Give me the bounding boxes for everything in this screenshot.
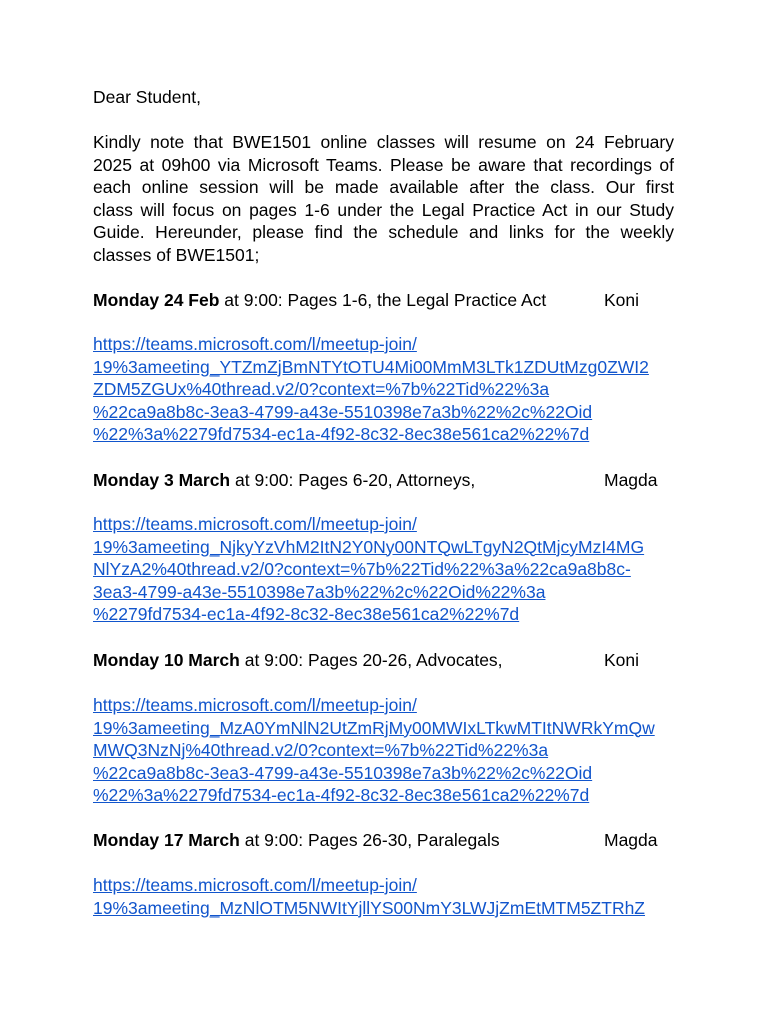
intro-line: Guide. Hereunder, please find the schedule and links for the weekly [93,222,674,242]
teams-link-line[interactable]: 3ea3-4799-a43e-5510398e7a3b%22%2c%22Oid%22%3a [93,581,546,602]
session-details: at 9:00: Pages 1-6, the Legal Practice Act [219,290,547,310]
teams-link-line[interactable]: 19%3ameeting_MzNlOTM5NWItYjllYS00NmY3LWJjZmEtMTM5ZTRhZ [93,897,646,918]
session-tutor: Koni [604,290,640,310]
session-heading [93,289,546,311]
session-date: Monday 10 March [93,650,240,670]
teams-link-line[interactable]: https://teams.microsoft.com/l/meetup-join/ [93,514,417,534]
teams-link-line[interactable]: MWQ3NzNj%40thread.v2/0?context=%7b%22Tid%22%3a [93,740,549,760]
session-details: at 9:00: Pages 20-26, Advocates, [239,650,503,670]
teams-link-line[interactable]: https://teams.microsoft.com/l/meetup-join/ [93,334,417,354]
session-link [93,874,693,919]
teams-link-line[interactable]: %2279fd7534-ec1a-4f92-8c32-8ec38e561ca2%22%7d [93,604,520,624]
session-details: at 9:00: Pages 26-30, Paralegals [239,830,500,850]
teams-link-line[interactable]: %22%3a%2279fd7534-ec1a-4f92-8c32-8ec38e561ca2%22%7d [93,424,590,444]
intro-line: Kindly note that BWE1501 online classes will resume on 24 February [93,132,674,152]
teams-link-line[interactable]: %22ca9a8b8c-3ea3-4799-a43e-5510398e7a3b%22%2c%22Oid [93,401,593,422]
teams-link-line[interactable]: NlYzA2%40thread.v2/0?context=%7b%22Tid%22%3a%22ca9a8b8c- [93,559,631,579]
intro-line: 2025 at 09h00 via Microsoft Teams. Please be aware that recordings of [93,154,674,175]
greeting: Dear Student, [93,87,201,107]
session-date: Monday 3 March [93,470,231,490]
session-date: Monday 24 Feb [93,290,220,310]
intro-paragraph [93,131,674,266]
session-details: at 9:00: Pages 6-20, Attorneys, [230,470,476,490]
session-date: Monday 17 March [93,830,240,850]
session-link [93,694,693,807]
teams-link-line[interactable]: 19%3ameeting_NjkyYzVhM2ItN2Y0Ny00NTQwLTgyN2QtMjcyMzI4MG [93,536,645,557]
teams-link-line[interactable]: 19%3ameeting_MzA0YmNlN2UtZmRjMy00MWIxLTkwMTItNWRkYmQw [93,717,655,738]
session-tutor: Koni [604,650,640,670]
intro-line: classes of BWE1501; [93,244,260,265]
session-heading [93,649,503,671]
teams-link-line[interactable]: 19%3ameeting_YTZmZjBmNTYtOTU4Mi00MmM3LTk1ZDUtMzg0ZWI2 [93,356,649,377]
session-tutor: Magda [604,830,658,850]
teams-link-line[interactable]: %22ca9a8b8c-3ea3-4799-a43e-5510398e7a3b%22%2c%22Oid [93,762,593,783]
teams-link-line[interactable]: ZDM5ZGUx%40thread.v2/0?context=%7b%22Tid%22%3a [93,379,550,399]
teams-link-line[interactable]: https://teams.microsoft.com/l/meetup-join/ [93,695,417,715]
intro-line: class will focus on pages 1-6 under the Legal Practice Act in our Study [93,199,674,220]
teams-link-line[interactable]: https://teams.microsoft.com/l/meetup-join/ [93,875,417,895]
session-heading [93,829,500,851]
teams-link-line[interactable]: %22%3a%2279fd7534-ec1a-4f92-8c32-8ec38e561ca2%22%7d [93,785,590,805]
session-heading [93,469,475,491]
session-tutor: Magda [604,470,658,490]
intro-line: each online session will be made available after the class. Our first [93,177,674,197]
session-link [93,513,693,626]
session-link [93,333,693,446]
